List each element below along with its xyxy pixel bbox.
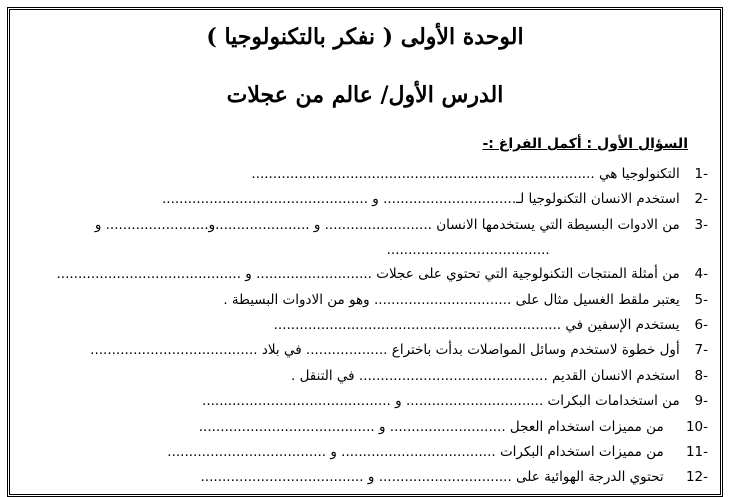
item-text: من مميزات استخدام البكرات .................................... و ..................................... bbox=[167, 443, 664, 460]
item-text: أول خطوة لاستخدم وسائل المواصلات بدأت باختراع ................... في بلاد ....................................... bbox=[90, 342, 680, 359]
list-item bbox=[30, 187, 708, 212]
item-text: من الادوات البسيطة التي يستخدمها الانسان ......................... و ......................و........................ و bbox=[94, 216, 680, 233]
item-text: يستخدم الإسفين في ................................................................... bbox=[273, 316, 680, 333]
list-item bbox=[30, 313, 708, 338]
item-text: استخدم الانسان القديم ............................................ في التنقل . bbox=[290, 367, 680, 384]
list-item bbox=[30, 465, 708, 490]
item-number: -5 bbox=[694, 291, 708, 308]
item-number: -2 bbox=[694, 191, 708, 208]
fill-in-blank-list bbox=[30, 162, 708, 491]
lesson-title: الدرس الأول/ عالم من عجلات bbox=[226, 82, 504, 108]
item-number: -9 bbox=[694, 393, 708, 410]
item-text: من أمثلة المنتجات التكنولوجية التي تحتوي على عجلات ........................... و ........................................... bbox=[56, 266, 680, 283]
item-text: من استخدامات البكرات ................................ و ............................................ bbox=[202, 393, 680, 410]
list-item bbox=[30, 440, 708, 465]
item-text: ...................................... bbox=[386, 242, 550, 259]
list-item bbox=[30, 389, 708, 414]
item-text: تحتوي الدرجة الهوائية على ............................... و ...................................... bbox=[200, 469, 664, 486]
item-number: -4 bbox=[694, 266, 708, 283]
item-number: -1 bbox=[694, 166, 708, 182]
question-heading: السؤال الأول : أكمل الفراغ :- bbox=[482, 136, 688, 152]
item-number: -11 bbox=[685, 443, 708, 460]
list-item bbox=[30, 288, 708, 313]
item-number: -8 bbox=[694, 367, 708, 384]
item-text: التكنولوجيا هي ................................................................................ bbox=[251, 166, 680, 182]
list-item bbox=[30, 415, 708, 440]
item-number: -3 bbox=[694, 216, 708, 233]
item-number: -12 bbox=[685, 469, 708, 486]
list-item bbox=[30, 338, 708, 363]
list-item-continuation bbox=[30, 238, 708, 262]
list-item bbox=[30, 213, 708, 238]
item-text: من مميزات استخدام العجل ........................... و ......................................... bbox=[198, 418, 664, 435]
item-number: -6 bbox=[694, 316, 708, 333]
item-number: -10 bbox=[685, 418, 708, 435]
list-item bbox=[30, 162, 708, 187]
item-text: يعتبر ملقط الغسيل مثال على ................................ وهو من الادوات البسيطة . bbox=[223, 291, 680, 308]
unit-title: الوحدة الأولى ( نفكر بالتكنولوجيا ) bbox=[206, 24, 524, 50]
item-text: استخدم الانسان التكنولوجيا لـ............................... و ................................................ bbox=[162, 191, 680, 208]
list-item bbox=[30, 364, 708, 389]
list-item bbox=[30, 262, 708, 287]
item-number: -7 bbox=[694, 342, 708, 359]
